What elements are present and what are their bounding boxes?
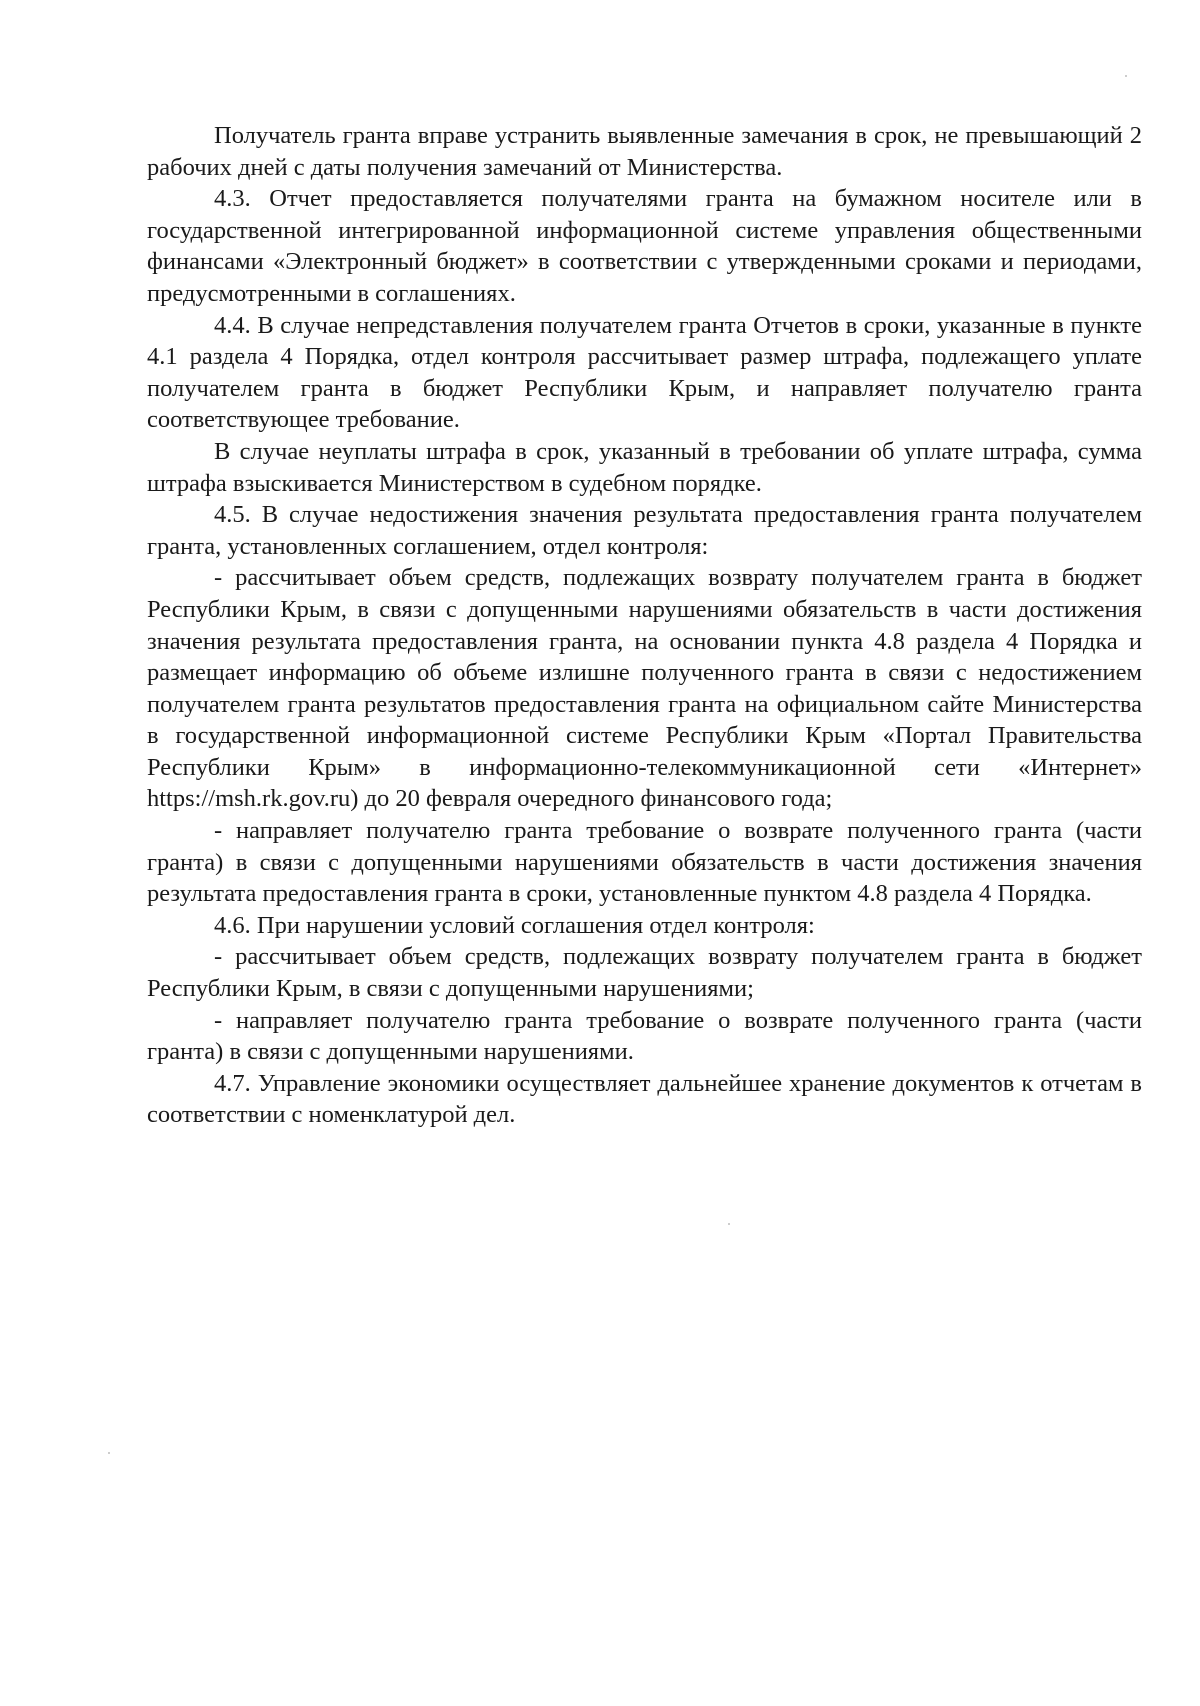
- paragraph-4-6-item-1: - рассчитывает объем средств, подлежащих возврату получателем гранта в бюджет Республики Крым, в связи с допущенными нарушениями;: [147, 943, 1142, 1003]
- scan-speck: [728, 1223, 730, 1225]
- paragraph-grant-remarks: Получатель гранта вправе устранить выявленные замечания в срок, не превышающий 2 рабочих дней с даты получения замечаний от Министерства.: [147, 122, 1142, 181]
- document-body: [147, 120, 1142, 1131]
- paragraph-4-5-item-1: - рассчитывает объем средств, подлежащих возврату получателем гранта в бюджет Республики Крым, в связи с допущенными нарушениями обязательств в части достижения значения результата предоставления гранта, на основании пункта 4.8 раздела 4 Порядка и размещает информацию об объеме излишне полученного гранта в связи с недостижением получателем гранта результатов предоставления гранта на официальном сайте Министерства в государственной информационной системе Республики Крым «Портал Правительства Республики Крым» в информационно-телекоммуникационной сети «Интернет» https://msh.rk.gov.ru) до 20 февраля очередного финансового года;: [147, 564, 1142, 813]
- paragraph-4-5-item-2: - направляет получателю гранта требование о возврате полученного гранта (части гранта) в связи с допущенными нарушениями обязательств в части достижения значения результата предоставления гранта в сроки, установленные пунктом 4.8 раздела 4 Порядка.: [147, 817, 1142, 908]
- paragraph-4-6-item-2: - направляет получателю гранта требование о возврате полученного гранта (части гранта) в связи с допущенными нарушениями.: [147, 1006, 1142, 1066]
- paragraph-4-5: 4.5. В случае недостижения значения результата предоставления гранта получателем гранта, установленных соглашением, отдел контроля:: [147, 501, 1142, 560]
- paragraph-fine-nonpayment: В случае неуплаты штрафа в срок, указанный в требовании об уплате штрафа, сумма штрафа взыскивается Министерством в судебном порядке.: [147, 437, 1142, 497]
- paragraph-4-4: 4.4. В случае непредставления получателем гранта Отчетов в сроки, указанные в пункте 4.1 раздела 4 Порядка, отдел контроля рассчитывает размер штрафа, подлежащего уплате получателем гранта в бюджет Республики Крым, и направляет получателю гранта соответствующее требование.: [147, 311, 1142, 434]
- paragraph-4-3: 4.3. Отчет предоставляется получателями гранта на бумажном носителе или в государственной интегрированной информационной системе управления общественными финансами «Электронный бюджет» в соответствии с утвержденными сроками и периодами, предусмотренными в соглашениях.: [147, 185, 1142, 307]
- paragraph-4-7: 4.7. Управление экономики осуществляет дальнейшее хранение документов к отчетам в соответствии с номенклатурой дел.: [147, 1069, 1142, 1129]
- scan-speck: [108, 1452, 110, 1454]
- paragraph-4-6: 4.6. При нарушении условий соглашения отдел контроля:: [214, 911, 815, 939]
- scan-speck: [1125, 75, 1127, 77]
